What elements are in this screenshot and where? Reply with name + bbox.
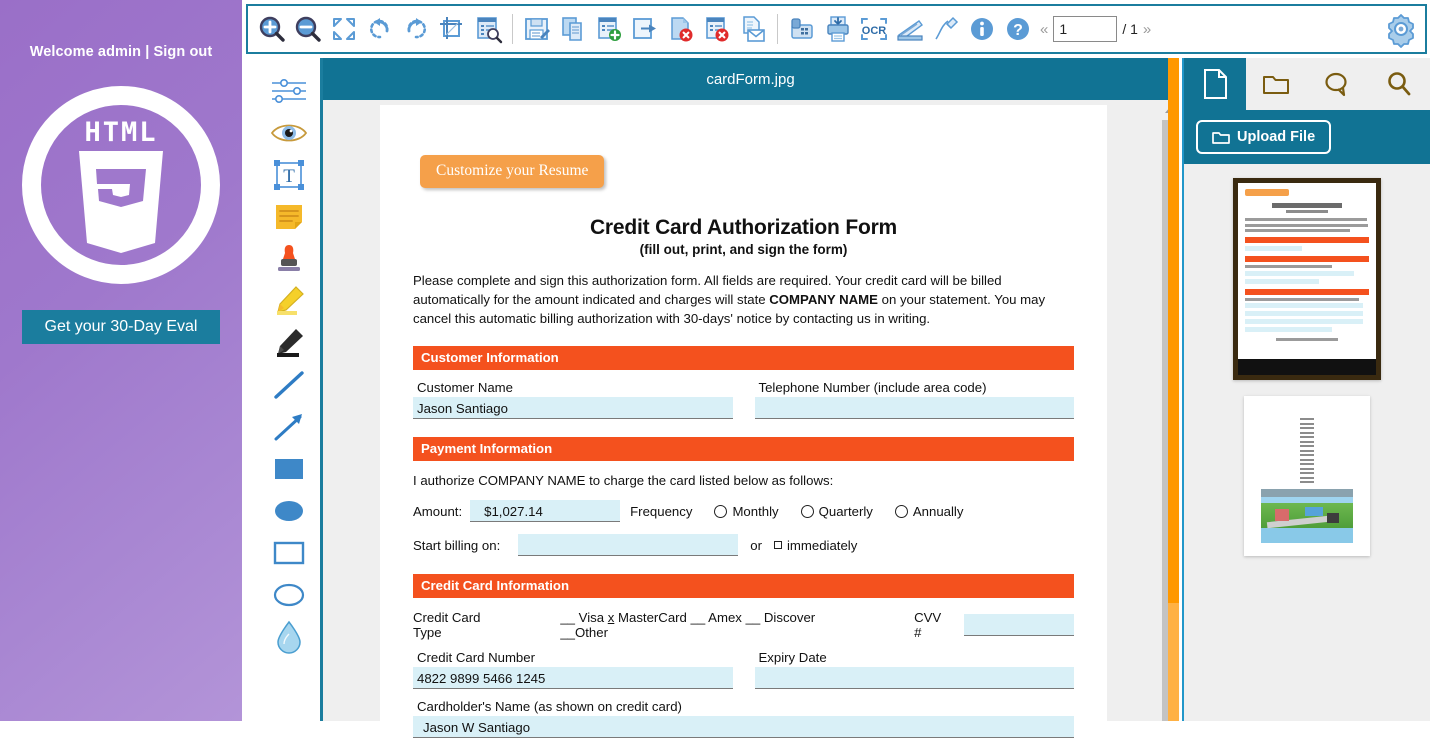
brand-sidebar [0,0,242,721]
radio-monthly-icon[interactable] [714,505,727,518]
filled-rectangle-tool-icon[interactable] [266,448,312,490]
frequency-option-quarterly[interactable] [801,504,873,519]
filled-ellipse-tool-icon[interactable] [266,490,312,532]
credit-card-type-row [413,610,1074,640]
upload-area [1184,110,1430,164]
authorize-text-row [413,473,1074,488]
upload-file-button[interactable] [1196,120,1331,154]
mini-form-subtitle [1286,210,1328,213]
fit-page-icon[interactable] [326,9,362,49]
cc-option-discover[interactable]: __ Discover [746,610,816,625]
thumbnail-cardform-preview [1238,183,1376,375]
document-title: cardForm.jpg [706,71,794,88]
prev-page-button[interactable]: « [1040,21,1048,38]
scan-icon[interactable] [892,9,928,49]
form-intro-paragraph [413,271,1074,328]
ellipse-tool-icon[interactable] [266,574,312,616]
expiry-date-input[interactable] [755,667,1075,689]
insert-page-icon[interactable] [591,9,627,49]
cardholder-row [413,689,1074,738]
telephone-label: Telephone Number (include area code) [759,380,1075,395]
get-eval-button[interactable]: Get your 30-Day Eval [22,310,220,344]
thumbnail-cardform[interactable] [1233,178,1381,380]
radio-quarterly-icon[interactable] [801,505,814,518]
upload-file-label: Upload File [1237,129,1315,145]
find-text-icon[interactable] [470,9,506,49]
annotation-tool-palette [258,58,322,721]
email-icon[interactable] [735,9,771,49]
document-scroll-area[interactable] [323,100,1178,721]
radio-annually-label: Annually [913,504,964,519]
customer-name-input[interactable]: Jason Santiago [413,397,733,419]
customer-fields-row [413,370,1074,419]
section-heading-customer: Customer Information [413,346,1074,370]
page-total-label: / 1 [1122,21,1138,37]
thumbnail-second-preview [1244,396,1370,556]
html5-logo-word: HTML [67,119,175,146]
customer-name-label: Customer Name [417,380,733,395]
mini2-screenshot-image [1261,489,1353,543]
arrow-tool-icon[interactable] [266,406,312,448]
stamp-tool-icon[interactable] [266,238,312,280]
telephone-input[interactable] [755,397,1075,419]
cardholder-name-input[interactable]: Jason W Santiago [413,716,1074,738]
immediately-checkbox[interactable] [774,541,782,549]
cc-option-mastercard[interactable]: MasterCard [618,610,687,625]
start-billing-row [413,534,1074,556]
right-panel-tabs [1184,58,1430,110]
document-title-bar [323,58,1178,100]
cc-option-other[interactable]: __Other [560,625,608,640]
cardholder-name-label: Cardholder's Name (as shown on credit card) [417,699,1074,714]
document-page [380,105,1107,745]
start-billing-input[interactable] [518,534,738,556]
delete-annotations-icon[interactable] [699,9,735,49]
copy-page-icon[interactable] [555,9,591,49]
tab-search[interactable] [1369,58,1430,110]
cc-mastercard-mark[interactable]: x [608,610,615,625]
form-title: Credit Card Authorization Form [380,216,1107,240]
fax-icon[interactable] [784,9,820,49]
section-heading-credit-card: Credit Card Information [413,574,1074,598]
sticky-note-tool-icon[interactable] [266,196,312,238]
intro-company-name: COMPANY NAME [769,292,878,307]
expiry-date-label: Expiry Date [759,650,1075,665]
rectangle-tool-icon[interactable] [266,532,312,574]
radio-quarterly-label: Quarterly [819,504,873,519]
amount-frequency-row [413,500,1074,522]
rotate-right-icon[interactable] [398,9,434,49]
radio-annually-icon[interactable] [895,505,908,518]
page-navigation [1040,16,1151,42]
credit-card-type-options[interactable] [560,610,866,640]
welcome-signout-text[interactable]: Welcome admin | Sign out [0,44,242,60]
tab-files[interactable] [1246,58,1308,110]
page-number-input[interactable] [1053,16,1117,42]
section-heading-payment: Payment Information [413,437,1074,461]
frequency-option-monthly[interactable] [714,504,778,519]
main-toolbar [246,4,1427,54]
intro-part-1: Please complete and sign this authorization form. All fields are required. Your credit card will be billed automatically for the amount indicated and charges will state [413,273,1002,307]
toolbar-separator-2 [777,14,778,44]
card-number-expiry-row [413,640,1074,689]
blur-tool-icon[interactable] [266,616,312,658]
line-tool-icon[interactable] [266,364,312,406]
adjust-settings-tool-icon[interactable] [266,70,312,112]
thumbnail-second-document[interactable] [1244,396,1370,556]
marker-tool-icon[interactable] [266,322,312,364]
delete-page-icon[interactable] [663,9,699,49]
tab-pages[interactable] [1184,58,1246,110]
frequency-option-annually[interactable] [895,504,964,519]
ocr-icon[interactable] [856,9,892,49]
highlighter-tool-icon[interactable] [266,280,312,322]
amount-input[interactable]: $1,027.14 [470,500,620,522]
mini2-text-lines [1300,418,1314,483]
zoom-out-icon[interactable] [290,9,326,49]
cvv-label: CVV # [914,610,952,640]
mini-form-title [1272,203,1341,208]
authorize-text: I authorize COMPANY NAME to charge the card listed below as follows: [413,473,833,488]
immediately-label: immediately [787,538,857,553]
panel-resize-divider-lower[interactable] [1168,603,1179,721]
right-side-panel [1182,58,1430,721]
cc-option-visa[interactable]: __ Visa [560,610,604,625]
form-subtitle: (fill out, print, and sign the form) [380,242,1107,257]
intro-part-2: on your statement. You may cancel this automatic billing authorization with 30-days' notice by contacting us in writing. [413,292,1045,326]
export-page-icon[interactable] [627,9,663,49]
thumbnail-list [1184,164,1430,556]
svg-text:?: ? [1013,22,1023,39]
start-billing-label: Start billing on: [413,538,500,553]
or-label: or [750,538,762,553]
next-page-button[interactable]: » [1143,21,1151,38]
card-number-input[interactable]: 4822 9899 5466 1245 [413,667,733,689]
crop-icon[interactable] [434,9,470,49]
sign-icon[interactable] [928,9,964,49]
svg-text:T: T [283,166,295,187]
frequency-label: Frequency [630,504,692,519]
radio-monthly-label: Monthly [732,504,778,519]
text-box-tool-icon[interactable] [266,154,312,196]
toolbar-separator-1 [512,14,513,44]
html5-logo [22,86,220,284]
print-icon[interactable] [820,9,856,49]
info-icon[interactable] [964,9,1000,49]
svg-text:OCR: OCR [862,25,887,37]
credit-card-type-label: Credit Card Type [413,610,512,640]
view-tool-icon[interactable] [266,112,312,154]
customize-resume-button[interactable]: Customize your Resume [420,155,604,188]
cvv-input[interactable] [964,614,1074,636]
rotate-left-icon[interactable] [362,9,398,49]
mini-bottom-band [1238,359,1376,375]
help-icon[interactable] [1000,9,1036,49]
amount-label: Amount: [413,504,462,519]
html5-shield-icon [76,151,166,253]
card-number-label: Credit Card Number [417,650,733,665]
document-viewer [322,58,1178,721]
cc-option-amex[interactable]: __ Amex [691,610,742,625]
open-folder-icon [1212,130,1230,144]
mini-resume-button [1245,189,1289,196]
tab-comments[interactable] [1307,58,1369,110]
gear-icon[interactable] [1383,9,1419,49]
save-icon[interactable] [519,9,555,49]
zoom-in-icon[interactable] [254,9,290,49]
